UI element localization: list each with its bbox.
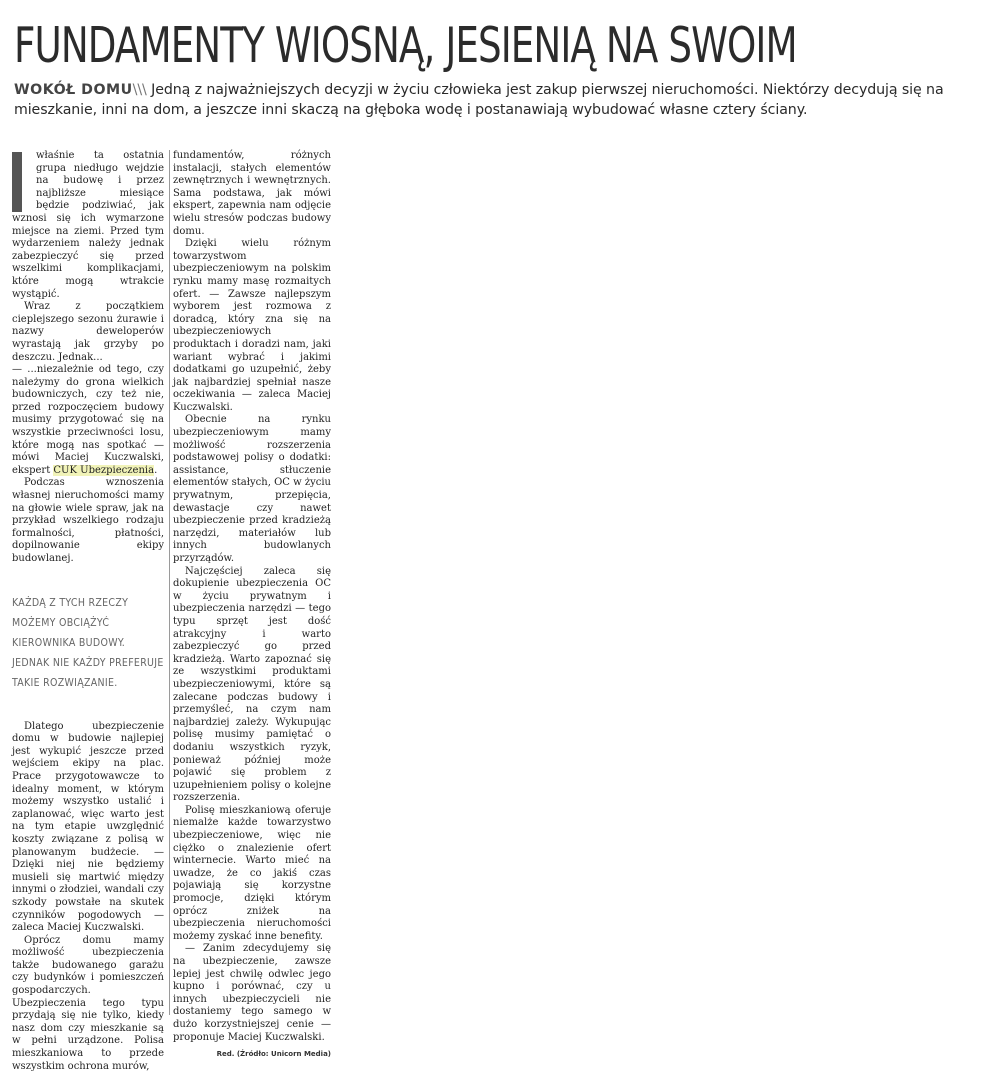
pull-quote: KAŻDĄ Z TYCH RZECZY MOŻEMY OBCIĄŻYĆ KIEROWNIKA BUDOWY. JEDNAK NIE KAŻDY PREFERUJE TAKIE ROZWIĄZANIE.: [12, 596, 164, 689]
source-credit: Red. (Źródło: Unicorn Media): [216, 1050, 331, 1059]
column-divider: [169, 150, 170, 1015]
highlighted-company: CUK Ubezpieczenia: [53, 464, 155, 476]
section-kicker: WOKÓŁ DOMU: [14, 82, 133, 98]
body-paragraph: Podczas wznoszenia własnej nieruchomości mamy na głowie wiele spraw, jak na przykład wszelkiego rodzaju formalności, płatności, dopilnowanie ekipy budowlanej.: [12, 477, 164, 564]
article-column-2: [173, 150, 331, 1061]
article-column-1: [12, 150, 164, 1073]
paragraph-text: .: [154, 464, 158, 476]
body-paragraph: Dlatego ubezpieczenie domu w budowie najlepiej jest wykupić jeszcze przed wejściem ekipy na plac. Prace przygotowawcze to idealny moment, w którym możemy wszystko ustalić i zaplanować, więc warto jest na tym etapie uwzględnić koszty związane z polisą w planowanym budżecie. — Dzięki niej nie będziemy musieli się martwić między innymi o złodziei, wandali czy szkody powstałe na skutek czynników pogodowych — zaleca Maciej Kuczwalski.: [12, 720, 164, 934]
lead-paragraph: [14, 80, 989, 120]
body-paragraph: Dzięki wielu różnym towarzystwom ubezpieczeniowym na polskim rynku mamy masę rozmaitych ofert. — Zawsze najlepszym wyborem jest rozmowa z doradcą, który zna się na ubezpieczeniowych produktach i doradzi nam, jaki wariant wybrać i jakimi dodatkami go uzupełnić, żeby jak najbardziej spełniał nasze oczekiwania — zaleca Maciej Kuczwalski.: [173, 238, 331, 413]
lead-text: Jedną z najważniejszych decyzji w życiu człowieka jest zakup pierwszej nieruchomości. Niektórzy decydują się na mieszkanie, inni na dom, a jeszcze inni skaczą na głęboka wodę i postanawiają wybudować własne cztery ściany.: [14, 82, 944, 118]
body-paragraph: Polisę mieszkaniową oferuje niemalże każde towarzystwo ubezpieczeniowe, więc nie ciężko o znalezienie ofert winternecie. Warto mieć na uwadze, że co jakiś czas pojawiają się korzystne promocje, dzięki którym oprócz zniżek na ubezpieczenia nieruchomości możemy zyskać inne benefity.: [173, 804, 331, 942]
body-paragraph: Oprócz domu mamy możliwość ubezpieczenia także budowanego garażu czy budynków i pomieszczeń gospodarczych. Ubezpieczenia tego typu przydają się nie tylko, kiedy nasz dom czy mieszkanie są w pełni urządzone. Polisa mieszkaniowa to przede wszystkim ochrona murów,: [12, 934, 164, 1072]
paragraph-text: właśnie ta ostatnia grupa niedługo wejdzie na budowę i przez najbliższe miesiące będzie podziwiać, jak wznosi się ich wymarzone miejsce na ziemi. Przed tym wydarzeniem należy jednak zabezpieczyć się przed wszelkimi komplikacjami, które mogą wtrakcie wystąpić.: [12, 150, 164, 300]
kicker-slashes: \\\: [132, 82, 147, 98]
body-paragraph: fundamentów, różnych instalacji, stałych elementów zewnętrznych i wewnętrznych. Sama podstawa, jak mówi ekspert, zapewnia nam odjęcie wielu stresów podczas budowy domu.: [173, 150, 331, 237]
drop-cap-bar: [12, 152, 22, 212]
body-paragraph: [12, 150, 164, 301]
body-paragraph: Obecnie na rynku ubezpieczeniowym mamy możliwość rozszerzenia podstawowej polisy o dodatki: assistance, stłuczenie elementów stałych, OC w życiu prywatnym, przepięcia, dewastacje czy nawet ubezpieczenie przed kradzieżą narzędzi, materiałów lub innych budowlanych przyrządów.: [173, 414, 331, 564]
body-paragraph: [12, 364, 164, 477]
body-paragraph: Wraz z początkiem cieplejszego sezonu żurawie i nazwy deweloperów wyrastają jak grzyby po deszczu. Jednak...: [12, 301, 164, 363]
paragraph-text: — ...niezależnie od tego, czy należymy do grona wielkich budowniczych, czy też nie, przed rozpoczęciem budowy musimy przygotować się na wszystkie przeciwności losu, które mogą nas spotkać — mówi Maciej Kuczwalski, ekspert: [12, 364, 164, 476]
body-paragraph: — Zanim zdecydujemy się na ubezpieczenie, zawsze lepiej jest chwilę odwlec jego kupno i porównać, czy u innych ubezpieczycieli nie dostaniemy tego samego w dużo korzystniejszej cenie — proponuje Maciej Kuczwalski.: [173, 943, 331, 1043]
body-paragraph: Najczęściej zaleca się dokupienie ubezpieczenia OC w życiu prywatnym i ubezpieczenia narzędzi — tego typu sprzęt jest dość atrakcyjny i warto zabezpieczyć go przed kradzieżą. Warto zapoznać się ze wszystkimi produktami ubezpieczeniowymi, które są zalecane podczas budowy i przemyśleć, na czym nam najbardziej zależy. Wykupując polisę musimy pamiętać o dodaniu wszystkich ryzyk, ponieważ później może pojawić się problem z uzupełnieniem polisy o kolejne rozszerzenia.: [173, 565, 331, 804]
headline: FUNDAMENTY WIOSNĄ, JESIENIĄ NA SWOIM: [14, 17, 797, 74]
